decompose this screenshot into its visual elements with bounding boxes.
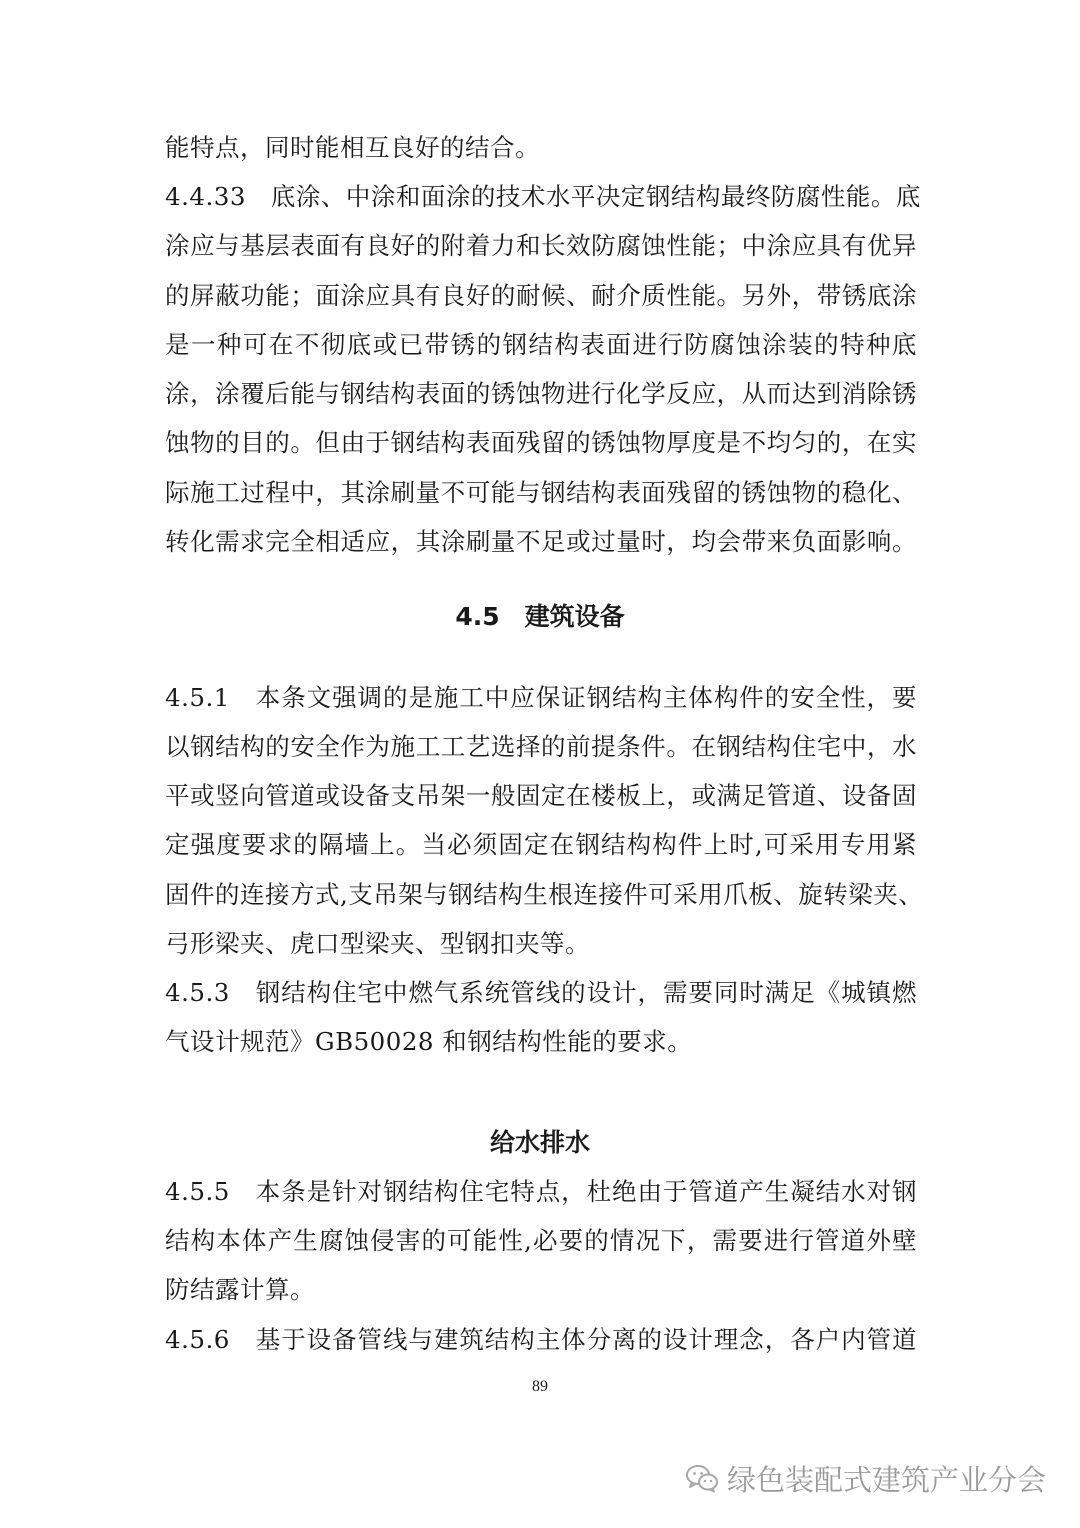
wechat-icon [685,1463,719,1493]
paragraph-line: 的屏蔽功能；面涂应具有良好的耐候、耐介质性能。另外，带锈底涂 [165,281,917,310]
paragraph-line: 4.5.1 本条文强调的是施工中应保证钢结构主体构件的安全性，要 [165,683,917,712]
page-number: 89 [532,1378,548,1395]
paragraph-line: 际施工过程中，其涂刷量不可能与钢结构表面残留的锈蚀物的稳化、 [165,478,917,507]
paragraph-line: 4.5.3 钢结构住宅中燃气系统管线的设计，需要同时满足《城镇燃 [165,978,917,1007]
paragraph-line: 4.4.33 底涂、中涂和面涂的技术水平决定钢结构最终防腐性能。底 [165,182,921,211]
paragraph-line: 涂应与基层表面有良好的附着力和长效防腐蚀性能；中涂应具有优异 [165,231,917,260]
paragraph-line: 4.5.6 基于设备管线与建筑结构主体分离的设计理念，各户内管道 [165,1325,917,1354]
paragraph-line: 是一种可在不彻底或已带锈的钢结构表面进行防腐蚀涂装的特种底 [165,330,917,359]
paragraph-line: 弓形梁夹、虎口型梁夹、型钢扣夹等。 [165,929,590,958]
paragraph-line: 转化需求完全相适应，其涂刷量不足或过量时，均会带来负面影响。 [165,527,917,556]
watermark-text: 绿色装配式建筑产业分会 [726,1462,1046,1497]
section-heading: 4.5 建筑设备 [455,602,625,631]
paragraph-line: 能特点，同时能相互良好的结合。 [165,133,540,162]
paragraph-line: 定强度要求的隔墙上。当必须固定在钢结构构件上时,可采用专用紧 [165,830,917,859]
paragraph-line: 防结露计算。 [165,1275,315,1304]
paragraph-line: 气设计规范》GB50028 和钢结构性能的要求。 [165,1027,693,1056]
subsection-heading: 给水排水 [489,1128,590,1157]
watermark [685,1458,1046,1498]
paragraph-line: 蚀物的目的。但由于钢结构表面残留的锈蚀物厚度是不均匀的，在实 [165,428,917,457]
paragraph-line: 平或竖向管道或设备支吊架一般固定在楼板上，或满足管道、设备固 [165,781,917,810]
paragraph-line: 以钢结构的安全作为施工工艺选择的前提条件。在钢结构住宅中，水 [165,732,917,761]
paragraph-line: 固件的连接方式,支吊架与钢结构生根连接件可采用爪板、旋转梁夹、 [165,880,924,909]
paragraph-line: 涂，涂覆后能与钢结构表面的锈蚀物进行化学反应，从而达到消除锈 [165,379,917,408]
paragraph-line: 结构本体产生腐蚀侵害的可能性,必要的情况下，需要进行管道外壁 [165,1226,917,1255]
paragraph-line: 4.5.5 本条是针对钢结构住宅特点，杜绝由于管道产生凝结水对钢 [165,1177,917,1206]
